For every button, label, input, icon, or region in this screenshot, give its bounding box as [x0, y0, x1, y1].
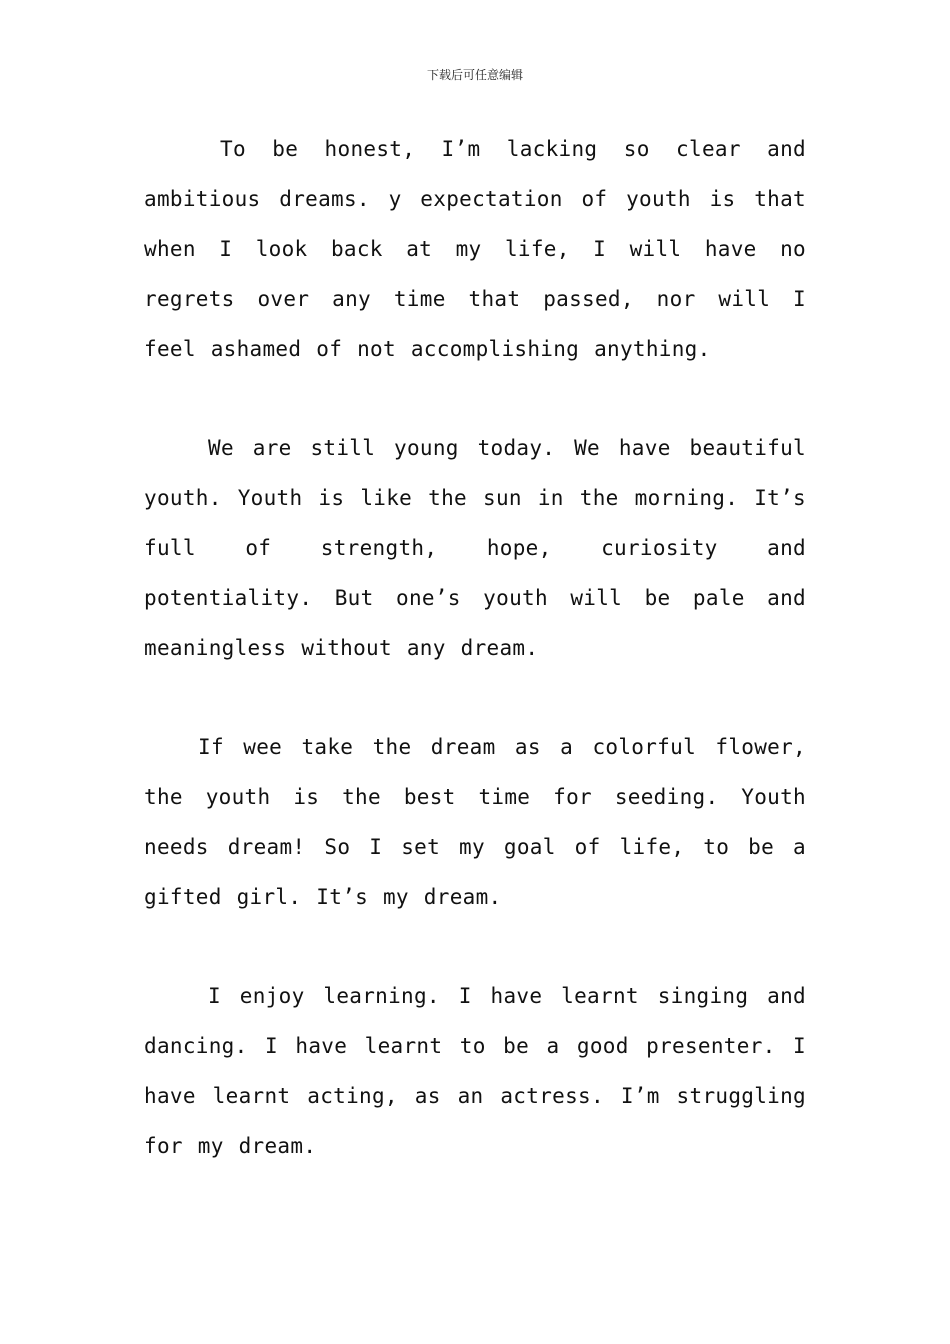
paragraph-3: If wee take the dream as a colorful flower, the youth is the best time for seeding. Youth needs dream! So I set my goal of life, to be a gifted girl. It’s my dream. — [144, 735, 806, 909]
paragraph-2: We are still young today. We have beautiful youth. Youth is like the sun in the morning. It’s full of strength, hope, curiosity and potentiality. But one’s youth will be pale and meaningless without any dream. — [144, 436, 806, 660]
page-header-note: 下载后可任意编辑 — [426, 68, 523, 82]
paragraph-1: To be honest, I’m lacking so clear and ambitious dreams. y expectation of youth is that when I look back at my life, I will have no regrets over any time that passed, nor will I feel ashamed of not accomplishing anything. — [144, 137, 806, 361]
paragraph-4: I enjoy learning. I have learnt singing and dancing. I have learnt to be a good presenter. I have learnt acting, as an actress. I’m struggling for my dream. — [144, 984, 806, 1158]
